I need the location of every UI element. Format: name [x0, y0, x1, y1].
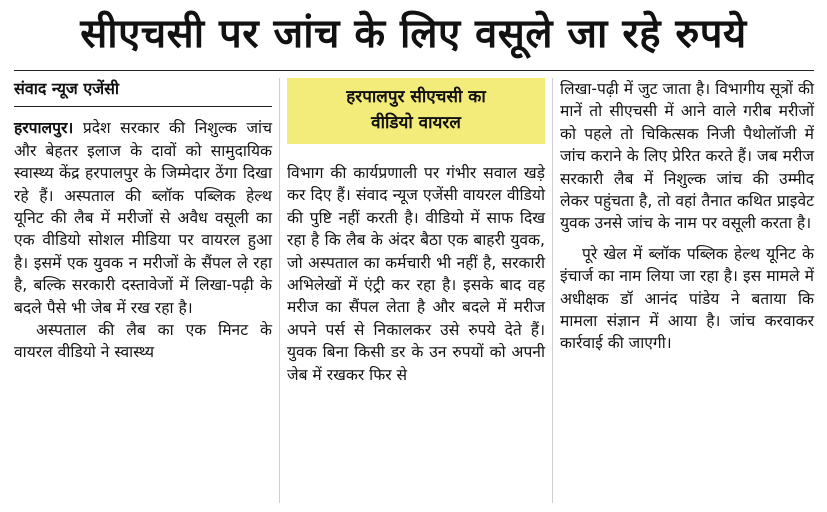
article-column-3	[560, 78, 814, 355]
column-divider	[552, 78, 553, 503]
paragraph-4: लिखा-पढ़ी में जुट जाता है। विभागीय सूत्रों की मानें तो सीएचसी में आने वाले गरीब मरीजों को पहले तो चिकित्सक निजी पैथोलॉजी में जांच कराने के लिए प्रेरित करते हैं। जब मरीज सरकारी लैब में निशुल्क जांच की उम्मीद लेकर पहुंचता है, तो वहां तैनात कथित प्राइवेट युवक उनसे जांच के नाम पर वसूली करता है।	[560, 80, 814, 233]
column-divider	[279, 78, 280, 503]
subheadline-line-2: वीडियो वायरल	[371, 113, 461, 133]
paragraph-5: पूरे खेल में ब्लॉक पब्लिक हेल्थ यूनिट के इंचार्ज का नाम लिया जा रहा है। इस मामले में अधीक्षक डॉ आनंद पांडेय ने बताया कि मामला संज्ञान में आया है। जांच करवाकर कार्रवाई की जाएगी।	[560, 244, 814, 353]
paragraph-3: विभाग की कार्यप्रणाली पर गंभीर सवाल खड़े कर दिए हैं। संवाद न्यूज एजेंसी वायरल वीडियो की पुष्टि नहीं करती है। वीडियो में साफ दिख रहा है कि लैब के अंदर बैठा एक बाहरी युवक, जो अस्पताल का कर्मचारी भी नहीं है, सरकारी अभिलेखों में एंट्री कर रहा है। इसके बाद वह मरीज का सैंपल लेता है और बदले में मरीज अपने पर्स से निकालकर उसे रुपये देते हैं। युवक बिना किसी डर के उन रुपयों को अपनी जेब में रखकर फिर से	[287, 164, 545, 384]
subheadline	[287, 78, 545, 144]
dateline: हरपालपुर।	[14, 119, 74, 138]
byline: संवाद न्यूज एजेंसी	[14, 78, 272, 107]
paragraph-1-text: प्रदेश सरकार की निशुल्क जांच और बेहतर इलाज के दावों को सामुदायिक स्वास्थ्य केंद्र हरपालपुर के जिम्मेदार ठेंगा दिखा रहे हैं। अस्पताल की ब्लॉक पब्लिक हेल्थ यूनिट की लैब में मरीजों से अवैध वसूली का एक वीडियो सोशल मीडिया पर वायरल हुआ है। इसमें एक युवक न मरीजों के सैंपल ले रहा है, बल्कि सरकारी दस्तावेजों में लिखा-पढ़ी के बदले पैसे भी जेब में रख रहा है।	[14, 119, 272, 317]
headline-rule	[14, 70, 814, 71]
headline: सीएचसी पर जांच के लिए वसूले जा रहे रुपये	[80, 11, 747, 57]
paragraph-1	[14, 117, 272, 319]
article-column-2	[287, 78, 545, 386]
subheadline-line-1: हरपालपुर सीएचसी का	[346, 87, 486, 107]
article-column-1	[14, 78, 272, 364]
paragraph-2: अस्पताल की लैब का एक मिनट के वायरल वीडियो ने स्वास्थ्य	[14, 321, 272, 362]
